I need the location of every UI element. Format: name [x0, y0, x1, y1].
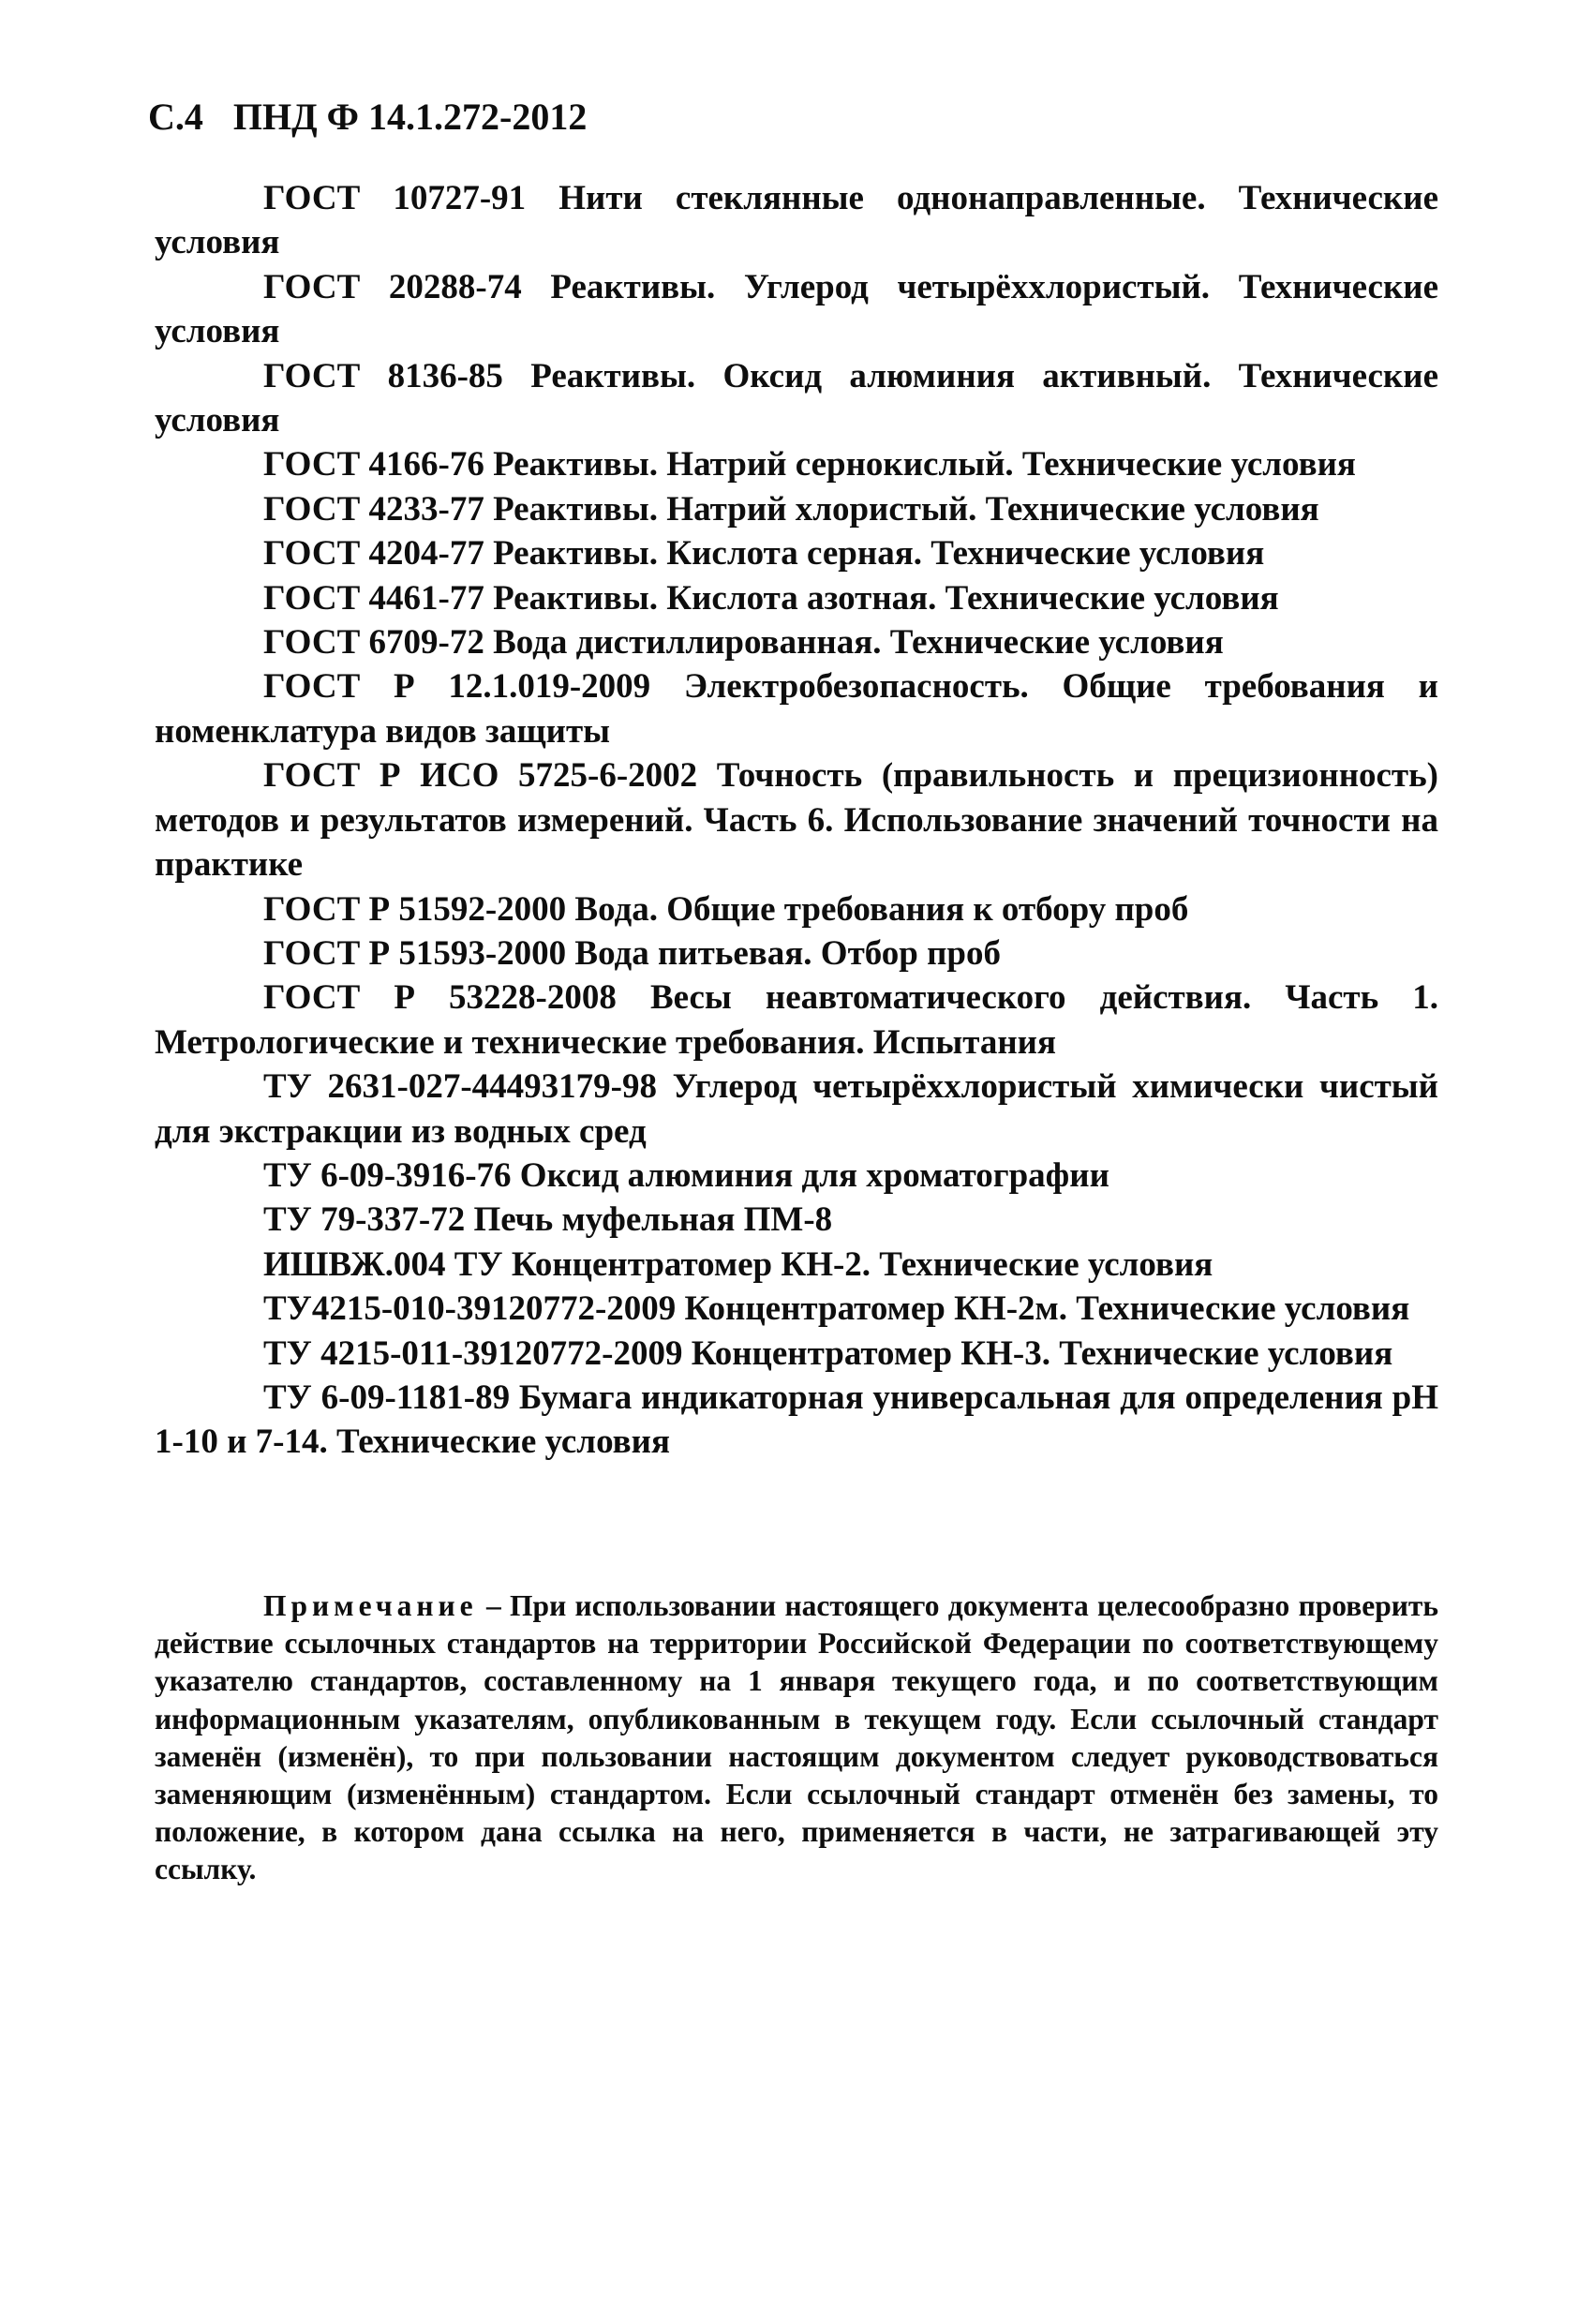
reference-item: ГОСТ 4166-76 Реактивы. Натрий сернокислый. Технические условия: [263, 445, 1356, 484]
note-paragraph: [155, 1587, 1438, 1889]
reference-item: ТУ 6-09-3916-76 Оксид алюминия для хроматографии: [263, 1155, 1109, 1195]
reference-item: ТУ 79-337-72 Печь муфельная ПМ-8: [263, 1200, 833, 1240]
reference-item: ГОСТ Р 51592-2000 Вода. Общие требования к отбору проб: [263, 889, 1189, 929]
reference-item: ГОСТ Р 12.1.019-2009 Электробезопасность. Общие требования и номенклатура видов защиты: [155, 667, 1438, 751]
page-number: С.4: [148, 96, 203, 138]
reference-item: ТУ 2631-027-44493179-98 Углерод четырёххлористый химически чистый для экстракции из водных сред: [155, 1067, 1438, 1151]
note-label: Примечание: [263, 1589, 478, 1622]
normative-references-list: [155, 176, 1438, 1465]
reference-item: ГОСТ Р 51593-2000 Вода питьевая. Отбор проб: [263, 933, 1001, 973]
reference-item: ТУ4215-010-39120772-2009 Концентратомер КН-2м. Технические условия: [263, 1289, 1410, 1329]
reference-item: ГОСТ 4461-77 Реактивы. Кислота азотная. Технические условия: [263, 578, 1279, 618]
reference-item: ТУ 4215-011-39120772-2009 Концентратомер КН-3. Технические условия: [263, 1333, 1393, 1373]
document-code: ПНД Ф 14.1.272-2012: [232, 96, 588, 138]
reference-item: ГОСТ 20288-74 Реактивы. Углерод четырёххлористый. Технические условия: [155, 267, 1438, 351]
reference-item: ГОСТ 4204-77 Реактивы. Кислота серная. Технические условия: [263, 534, 1265, 574]
note-dash: –: [477, 1589, 511, 1622]
reference-item: ИШВЖ.004 ТУ Концентратомер КН-2. Технические условия: [263, 1244, 1213, 1284]
reference-item: ТУ 6-09-1181-89 Бумага индикаторная универсальная для определения pH 1-10 и 7-14. Технические условия: [155, 1378, 1438, 1462]
reference-item: ГОСТ 6709-72 Вода дистиллированная. Технические условия: [263, 623, 1224, 663]
reference-item: ГОСТ 4233-77 Реактивы. Натрий хлористый. Технические условия: [263, 489, 1319, 529]
page-header: [148, 94, 587, 141]
reference-item: ГОСТ 10727-91 Нити стеклянные однонаправленные. Технические условия: [155, 179, 1438, 262]
reference-item: ГОСТ 8136-85 Реактивы. Оксид алюминия активный. Технические условия: [155, 356, 1438, 440]
reference-item: ГОСТ Р 53228-2008 Весы неавтоматического действия. Часть 1. Метрологические и технические требования. Испытания: [155, 978, 1438, 1062]
note-text: При использовании настоящего документа целесообразно проверить действие ссылочных стандартов на территории Российской Федерации по соответствующему указателю стандартов, составленному на 1 января текущего года, и по соответствующим информационным указателям, опубликованным в текущем году. Если ссылочный стандарт заменён (изменён), то при пользовании настоящим документом следует руководствоваться заменяющим (изменённым) стандартом. Если ссылочный стандарт отменён без замены, то положение, в котором дана ссылка на него, применяется в части, не затрагивающей эту ссылку.: [155, 1589, 1439, 1886]
reference-item: ГОСТ Р ИСО 5725-6-2002 Точность (правильность и прецизионность) методов и результатов измерений. Часть 6. Использование значений точности на практике: [155, 756, 1438, 885]
